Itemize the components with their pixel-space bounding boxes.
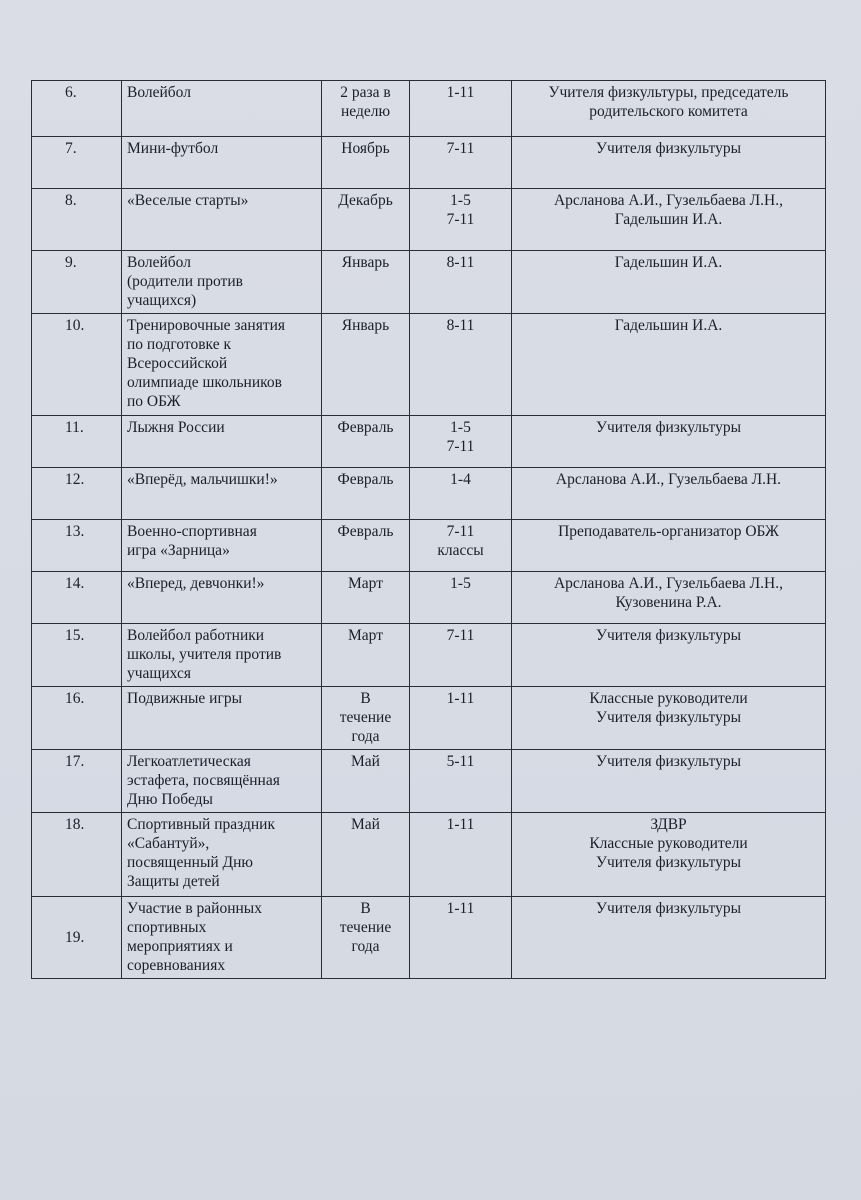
event-date-line: Февраль [337,419,394,436]
event-date-line: года [351,938,380,955]
event-name-line: Подвижные игры [127,690,242,707]
event-responsible-cell [512,572,826,624]
event-grades-cell [410,750,512,813]
event-responsible-cell [512,468,826,520]
event-responsible-line: Учителя физкультуры [596,140,741,157]
event-grades-cell [410,81,512,137]
table-row [32,81,826,137]
event-responsible-line: Арсланова А.И., Гузельбаева Л.Н., [553,192,783,209]
event-name-line: Мини-футбол [127,140,219,157]
event-date-cell [322,81,410,137]
event-grades-cell [410,314,512,416]
event-name-line: учащихся) [127,292,197,309]
event-grades-line: 1-11 [446,690,475,707]
event-name-line: «Вперёд, мальчишки!» [127,471,278,488]
event-responsible-line: Преподаватель-организатор ОБЖ [558,523,779,540]
event-name-line: Спортивный праздник [127,816,275,833]
event-responsible-line: Классные руководители [589,690,748,707]
event-name-cell [122,81,322,137]
event-name-line: посвященный Дню [127,854,253,871]
table-row [32,624,826,687]
event-name-line: по ОБЖ [127,393,181,410]
event-number-cell: 12. [32,468,122,520]
event-date-line: Декабрь [338,192,393,209]
event-name-line: Тренировочные занятия [127,317,286,334]
event-name-cell [122,468,322,520]
event-number-cell: 8. [32,189,122,251]
event-responsible-line: Учителя физкультуры, председатель [548,84,789,101]
event-grades-cell [410,572,512,624]
event-responsible-line: ЗДВР [650,816,687,833]
event-grades-cell [410,813,512,897]
event-name-line: Защиты детей [127,873,220,890]
event-date-line: Май [351,816,380,833]
event-grades-line: 8-11 [446,254,475,271]
event-name-cell [122,251,322,314]
table-row [32,137,826,189]
event-responsible-cell [512,251,826,314]
event-name-cell [122,897,322,979]
event-name-cell [122,189,322,251]
event-responsible-line: Арсланова А.И., Гузельбаева Л.Н., [553,575,783,592]
event-date-cell [322,314,410,416]
table-row [32,189,826,251]
event-number-cell: 19. [32,897,122,979]
event-name-line: Волейбол [127,254,191,271]
event-date-line: В [360,900,371,917]
table-row [32,251,826,314]
event-name-line: по подготовке к [127,336,231,353]
table-row [32,897,826,979]
event-name-cell [122,624,322,687]
event-grades-line: 1-5 [450,419,471,436]
events-table-body [32,81,826,979]
event-date-cell [322,416,410,468]
event-date-line: Март [348,575,383,592]
event-name-line: Волейбол [127,84,191,101]
event-responsible-cell [512,314,826,416]
event-name-line: эстафета, посвящённая [127,772,280,789]
event-responsible-line: Учителя физкультуры [596,753,741,770]
event-date-line: Февраль [337,523,394,540]
event-responsible-line: Классные руководители [589,835,748,852]
event-grades-line: 7-11 [446,523,475,540]
event-name-line: «Веселые старты» [127,192,249,209]
event-grades-cell [410,416,512,468]
event-grades-cell [410,520,512,572]
table-row [32,572,826,624]
event-grades-line: 7-11 [446,140,475,157]
event-date-line: Май [351,753,380,770]
event-date-cell [322,813,410,897]
event-name-line: олимпиаде школьников [127,374,282,391]
event-name-line: игра «Зарница» [127,542,230,559]
event-grades-line: 8-11 [446,317,475,334]
event-name-cell [122,687,322,750]
event-responsible-line: Учителя физкультуры [596,627,741,644]
event-grades-line: 1-11 [446,816,475,833]
event-responsible-cell [512,416,826,468]
event-grades-line: 7-11 [446,438,475,455]
event-name-line: Лыжня России [127,419,225,436]
event-name-line: «Сабантуй», [127,835,210,852]
event-responsible-line: Арсланова А.И., Гузельбаева Л.Н. [555,471,782,488]
table-row [32,416,826,468]
event-name-line: спортивных [127,919,207,936]
event-name-line: Всероссийской [127,355,228,372]
event-responsible-cell [512,81,826,137]
event-responsible-cell [512,624,826,687]
event-date-cell [322,572,410,624]
event-responsible-cell [512,813,826,897]
event-date-cell [322,137,410,189]
event-responsible-cell [512,687,826,750]
event-grades-line: 1-4 [450,471,471,488]
event-name-cell [122,813,322,897]
table-row [32,813,826,897]
event-number-cell: 16. [32,687,122,750]
event-date-line: неделю [340,103,391,120]
event-name-line: Военно-спортивная [127,523,257,540]
event-grades-line: классы [437,542,484,559]
event-grades-cell [410,468,512,520]
event-date-cell [322,251,410,314]
event-grades-cell [410,137,512,189]
event-responsible-line: Учителя физкультуры [596,854,741,871]
event-responsible-line: родительского комитета [589,103,748,120]
event-responsible-cell [512,137,826,189]
event-grades-cell [410,624,512,687]
event-date-line: течение [339,709,392,726]
event-date-cell [322,897,410,979]
event-date-line: В [360,690,371,707]
event-grades-line: 7-11 [446,627,475,644]
event-grades-cell [410,251,512,314]
event-grades-cell [410,189,512,251]
event-date-line: Март [348,627,383,644]
events-table [31,80,826,979]
event-number-cell: 9. [32,251,122,314]
event-grades-cell [410,897,512,979]
event-responsible-cell [512,750,826,813]
event-responsible-line: Гадельшин И.А. [614,211,723,228]
event-grades-line: 5-11 [446,753,475,770]
event-number-cell: 7. [32,137,122,189]
table-row [32,687,826,750]
event-date-cell [322,624,410,687]
event-responsible-line: Учителя физкультуры [596,419,741,436]
event-name-line: мероприятиях и [127,938,233,955]
event-name-cell [122,416,322,468]
event-responsible-cell [512,189,826,251]
table-row [32,750,826,813]
event-date-line: 2 раза в [340,84,391,101]
event-name-cell [122,572,322,624]
event-number-cell: 6. [32,81,122,137]
event-name-line: (родители против [127,273,243,290]
event-date-cell [322,520,410,572]
event-responsible-line: Кузовенина Р.А. [615,594,722,611]
event-grades-line: 1-11 [446,84,475,101]
event-grades-cell [410,687,512,750]
event-name-cell [122,314,322,416]
event-name-line: Участие в районных [127,900,262,917]
event-name-line: соревнованиях [127,957,226,974]
event-responsible-cell [512,897,826,979]
event-date-cell [322,750,410,813]
event-date-cell [322,468,410,520]
event-number-cell: 10. [32,314,122,416]
event-date-line: Ноябрь [341,140,390,157]
event-date-line: Февраль [337,471,394,488]
event-name-line: Легкоатлетическая [127,753,251,770]
event-number-cell: 15. [32,624,122,687]
event-name-line: Дню Победы [127,791,213,808]
event-name-cell [122,750,322,813]
event-grades-line: 1-5 [450,192,471,209]
event-date-line: Январь [341,254,390,271]
event-grades-line: 7-11 [446,211,475,228]
event-name-line: школы, учителя против [127,646,282,663]
event-responsible-cell [512,520,826,572]
table-row [32,520,826,572]
event-name-line: учащихся [127,665,191,682]
event-responsible-line: Гадельшин И.А. [614,254,723,271]
event-date-line: года [351,728,380,745]
event-grades-line: 1-5 [450,575,471,592]
event-number-cell: 13. [32,520,122,572]
event-date-cell [322,687,410,750]
event-date-line: течение [339,919,392,936]
event-number-cell: 17. [32,750,122,813]
event-name-line: Волейбол работники [127,627,265,644]
event-responsible-line: Учителя физкультуры [596,900,741,917]
event-responsible-line: Учителя физкультуры [596,709,741,726]
event-number-cell: 11. [32,416,122,468]
event-name-cell [122,137,322,189]
event-name-line: «Вперед, девчонки!» [127,575,265,592]
event-responsible-line: Гадельшин И.А. [614,317,723,334]
table-row [32,314,826,416]
event-date-line: Январь [341,317,390,334]
event-date-cell [322,189,410,251]
event-grades-line: 1-11 [446,900,475,917]
event-number-cell: 14. [32,572,122,624]
event-number-cell: 18. [32,813,122,897]
table-row [32,468,826,520]
event-name-cell [122,520,322,572]
